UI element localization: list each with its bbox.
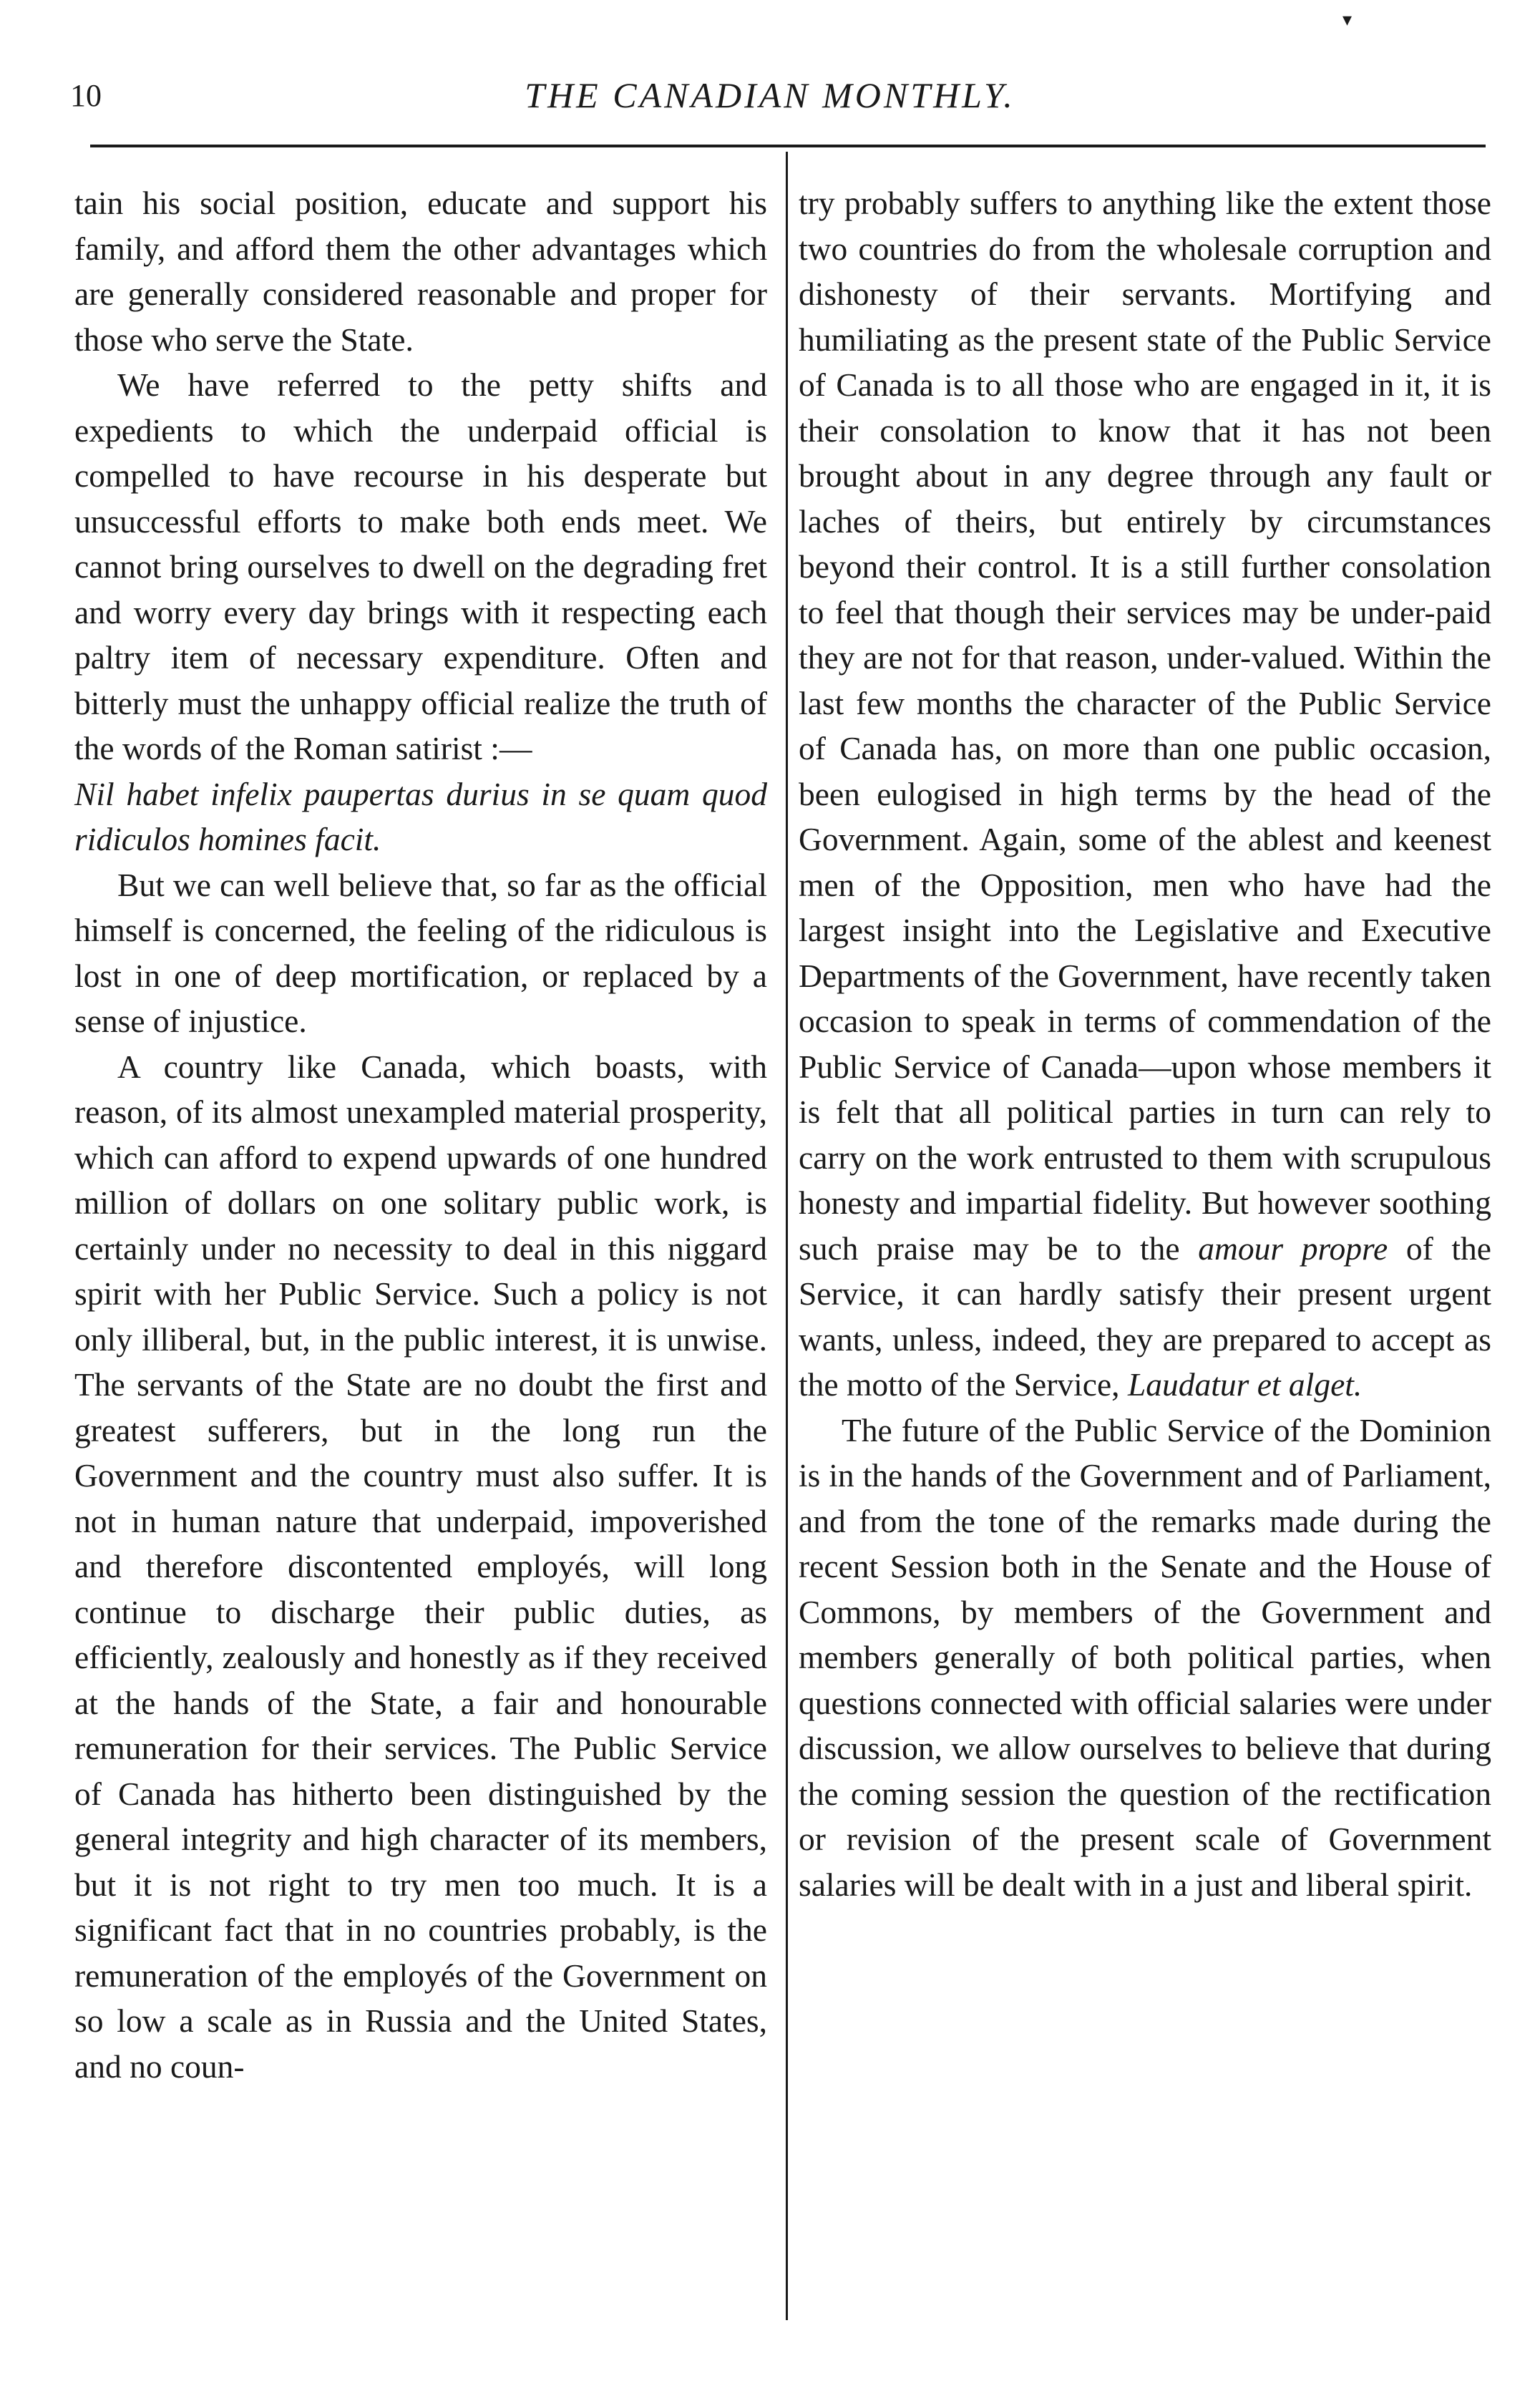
corner-mark: ▾ [1342, 9, 1353, 30]
left-column [74, 180, 767, 2089]
italic-phrase: amour propre [1198, 1229, 1388, 1267]
running-head: THE CANADIAN MONTHLY. [525, 75, 1015, 115]
paragraph-text: try probably suffers to anything like the extent those two countries do from the wholesale corruption and dishonesty of their servants. Mortifying and humiliating as the present state of the Public Service of Canada is to all those who are engaged in it, it is their consolation to know that it has not been brought about in any degree through any fault or laches of theirs, but entirely by circumstances beyond their control. It is a still further consolation to feel that though their services may be under-paid they are not for that reason, under-valued. Within the last few months the character of the Public Service of Canada has, on more than one public occasion, been eulogised in high terms by the head of the Government. Again, some of the ablest and keenest men of the Opposition, men who have had the largest insight into the Legislative and Executive Departments of the Government, have recently taken occasion to speak in terms of commendation of the Public Service of Canada—upon whose members it is felt that all political parties in turn can rely to carry on the work entrusted to them with scrupulous honesty and impartial fidelity. But however soothing such praise may be to the [799, 185, 1491, 1267]
paragraph-text: of the Service, it can hardly satisfy their present urgent wants, unless, indeed, they are prepared to accept as the motto of the Service, [799, 1229, 1491, 1403]
latin-quotation: Nil habet infelix paupertas durius in se quam quod ridiculos homines facit. [74, 775, 767, 857]
right-column [799, 180, 1491, 1907]
page-number: 10 [70, 78, 102, 113]
paragraph: We have referred to the petty shifts and expedients to which the underpaid official is compelled to have recourse in his desperate but unsuccessful efforts to make both ends meet. We cannot bring ourselves to dwell on the degrading fret and worry every day brings with it respecting each paltry item of necessary expenditure. Often and bitterly must the unhappy official realize the truth of the words of the Roman satirist :— [74, 366, 767, 766]
header-rule [90, 145, 1486, 147]
paragraph: But we can well believe that, so far as the official himself is concerned, the feeling of the ridiculous is lost in one of deep mortification, or replaced by a sense of injustice. [74, 866, 767, 1039]
paragraph [799, 180, 1491, 1408]
paragraph: A country like Canada, which boasts, with reason, of its almost unexampled material prosperity, which can afford to expend upwards of one hundred million of dollars on one solitary public work, is certainly under no necessity to deal in this niggard spirit with her Public Service. Such a policy is not only illiberal, but, in the public interest, it is unwise. The servants of the State are no doubt the first and greatest sufferers, but in the long run the Government and the country must also suffer. It is not in human nature that underpaid, impoverished and therefore discontented employés, will long continue to discharge their public duties, as efficiently, zealously and honestly as if they received at the hands of the State, a fair and honourable remuneration for their services. The Public Service of Canada has hitherto been distinguished by the general integrity and high character of its members, but it is not right to try men too much. It is a significant fact that in no countries probably, is the remuneration of the employés of the Government on so low a scale as in Russia and the United States, and no coun- [74, 1048, 767, 2085]
paragraph: The future of the Public Service of the Dominion is in the hands of the Government and of Parliament, and from the tone of the remarks made during the recent Session both in the Senate and the House of Commons, by members of the Government and members generally of both political parties, when questions connected with official salaries were under discussion, we allow ourselves to believe that during the coming session the question of the rectification or revision of the present scale of Government salaries will be dealt with in a just and liberal spirit. [799, 1411, 1491, 1903]
italic-phrase: Laudatur et alget. [1127, 1366, 1363, 1403]
column-rule [786, 152, 788, 2320]
paragraph: tain his social position, educate and support his family, and afford them the other advantages which are generally considered reasonable and proper for those who serve the State. [74, 185, 767, 358]
